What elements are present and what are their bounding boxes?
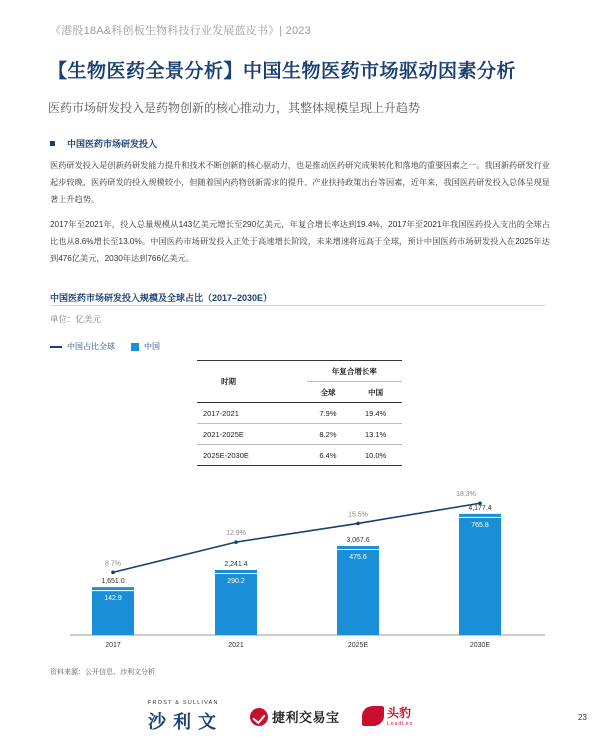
cagr-col-global: 全球 [307, 382, 349, 403]
leopard-icon [362, 706, 384, 726]
section-heading [50, 137, 157, 150]
cagr-header-group: 年复合增长率 [307, 361, 402, 382]
bar-data-label-china: 765.8 [471, 521, 489, 529]
square-bullet-icon [50, 141, 55, 146]
source-note: 资料来源：公开信息、沙利文分析 [50, 669, 155, 676]
share-point [234, 540, 238, 544]
bar-china [459, 514, 501, 635]
bar-data-label-china: 290.2 [227, 577, 245, 585]
leadleo-logo [362, 704, 413, 727]
logo1-big-text: 沙利文 [148, 712, 223, 733]
share-point [478, 501, 482, 505]
share-data-label: 12.9% [226, 530, 246, 538]
bar-data-label-china: 142.9 [104, 595, 122, 603]
cagr-cell-china: 10.0% [349, 445, 402, 466]
paragraph-1: 医药研发投入是创新药研发能力提升和技术不断创新的核心驱动力，也是推动医药研究成果转化和落地的重要因素之一。我国新药研发行业起步较晚，医药研发的投入规模较小，但随着国内药物创新需求的提升、产业扶持政策出台等因素，近年来，我国医药研发投入总体呈现显著上升趋势。 [50, 161, 550, 204]
bar-data-label-total: 4,177.4 [468, 504, 492, 512]
legend-line-label: 中国占比全球 [67, 342, 115, 351]
share-data-label: 8.7% [105, 560, 121, 568]
check-circle-icon [250, 708, 268, 726]
cagr-cell-period: 2025E-2030E [197, 445, 307, 466]
x-tick-label: 2025E [347, 642, 369, 649]
cagr-cell-period: 2017-2021 [197, 403, 307, 424]
jieli-logo [250, 707, 340, 726]
legend-bar-swatch [131, 343, 139, 351]
bar-data-label-china: 475.6 [349, 554, 367, 562]
cagr-cell-china: 13.1% [349, 424, 402, 445]
logo1-small-text: FROST & SULLIVAN [148, 700, 219, 706]
logo3-text: 头豹 [387, 706, 412, 720]
cagr-col-china: 中国 [349, 382, 402, 403]
page-subtitle: 医药市场研发投入是药物创新的核心推动力，其整体规模呈现上升趋势 [48, 101, 421, 115]
chart-unit-label: 单位：亿美元 [50, 314, 102, 324]
bar-data-label-total: 2,241.4 [224, 560, 248, 568]
table-row [197, 403, 402, 424]
share-data-label: 15.5% [348, 511, 368, 519]
cagr-cell-global: 6.4% [307, 445, 349, 466]
logo2-text: 捷利交易宝 [272, 710, 340, 725]
cagr-col-period: 时期 [197, 372, 307, 393]
share-data-label: 18.3% [456, 491, 476, 499]
cagr-table [197, 360, 402, 466]
table-row [197, 424, 402, 445]
logo3-text-wrap [387, 704, 413, 727]
legend-bar-label: 中国 [144, 342, 160, 351]
x-tick-label: 2030E [469, 642, 491, 649]
x-tick-label: 2021 [228, 642, 244, 649]
cagr-cell-period: 2021-2025E [197, 424, 307, 445]
cagr-cell-global: 7.9% [307, 403, 349, 424]
cagr-cell-china: 19.4% [349, 403, 402, 424]
share-line [113, 503, 480, 572]
section-heading-text: 中国医药市场研发投入 [67, 139, 158, 149]
share-point [356, 522, 360, 526]
chart-title-divider [50, 305, 545, 306]
chart-legend [50, 341, 160, 352]
bar-data-label-total: 3,067.6 [346, 537, 370, 545]
page-title: 【生物医药全景分析】中国生物医药市场驱动因素分析 [48, 61, 517, 82]
logo3-en-text: LeadLeo [387, 721, 414, 727]
bar-line-chart [0, 460, 602, 650]
page-number: 23 [578, 713, 587, 722]
share-point [111, 571, 115, 575]
legend-line-swatch [50, 346, 62, 348]
cagr-cell-global: 8.2% [307, 424, 349, 445]
paragraph-2: 2017年至2021年，投入总量规模从143亿美元增长至290亿美元，年复合增长率达到19.4%，2017年至2021年我国医药投入支出的全球占比也从8.6%增长至13.0%。中国医药市场研发投入正处于高速增长阶段，未来增速将远高于全球，预计中国医药市场研发投入在2025年达到476亿美元，2030年达到766亿美元。 [50, 220, 550, 263]
chart-title: 中国医药市场研发投入规模及全球占比（2017–2030E） [50, 293, 273, 303]
x-tick-label: 2017 [105, 642, 121, 649]
report-header-title: 《港股18A&科创板生物科技行业发展蓝皮书》| 2023 [50, 25, 311, 37]
bar-data-label-total: 1,651.0 [101, 578, 125, 586]
